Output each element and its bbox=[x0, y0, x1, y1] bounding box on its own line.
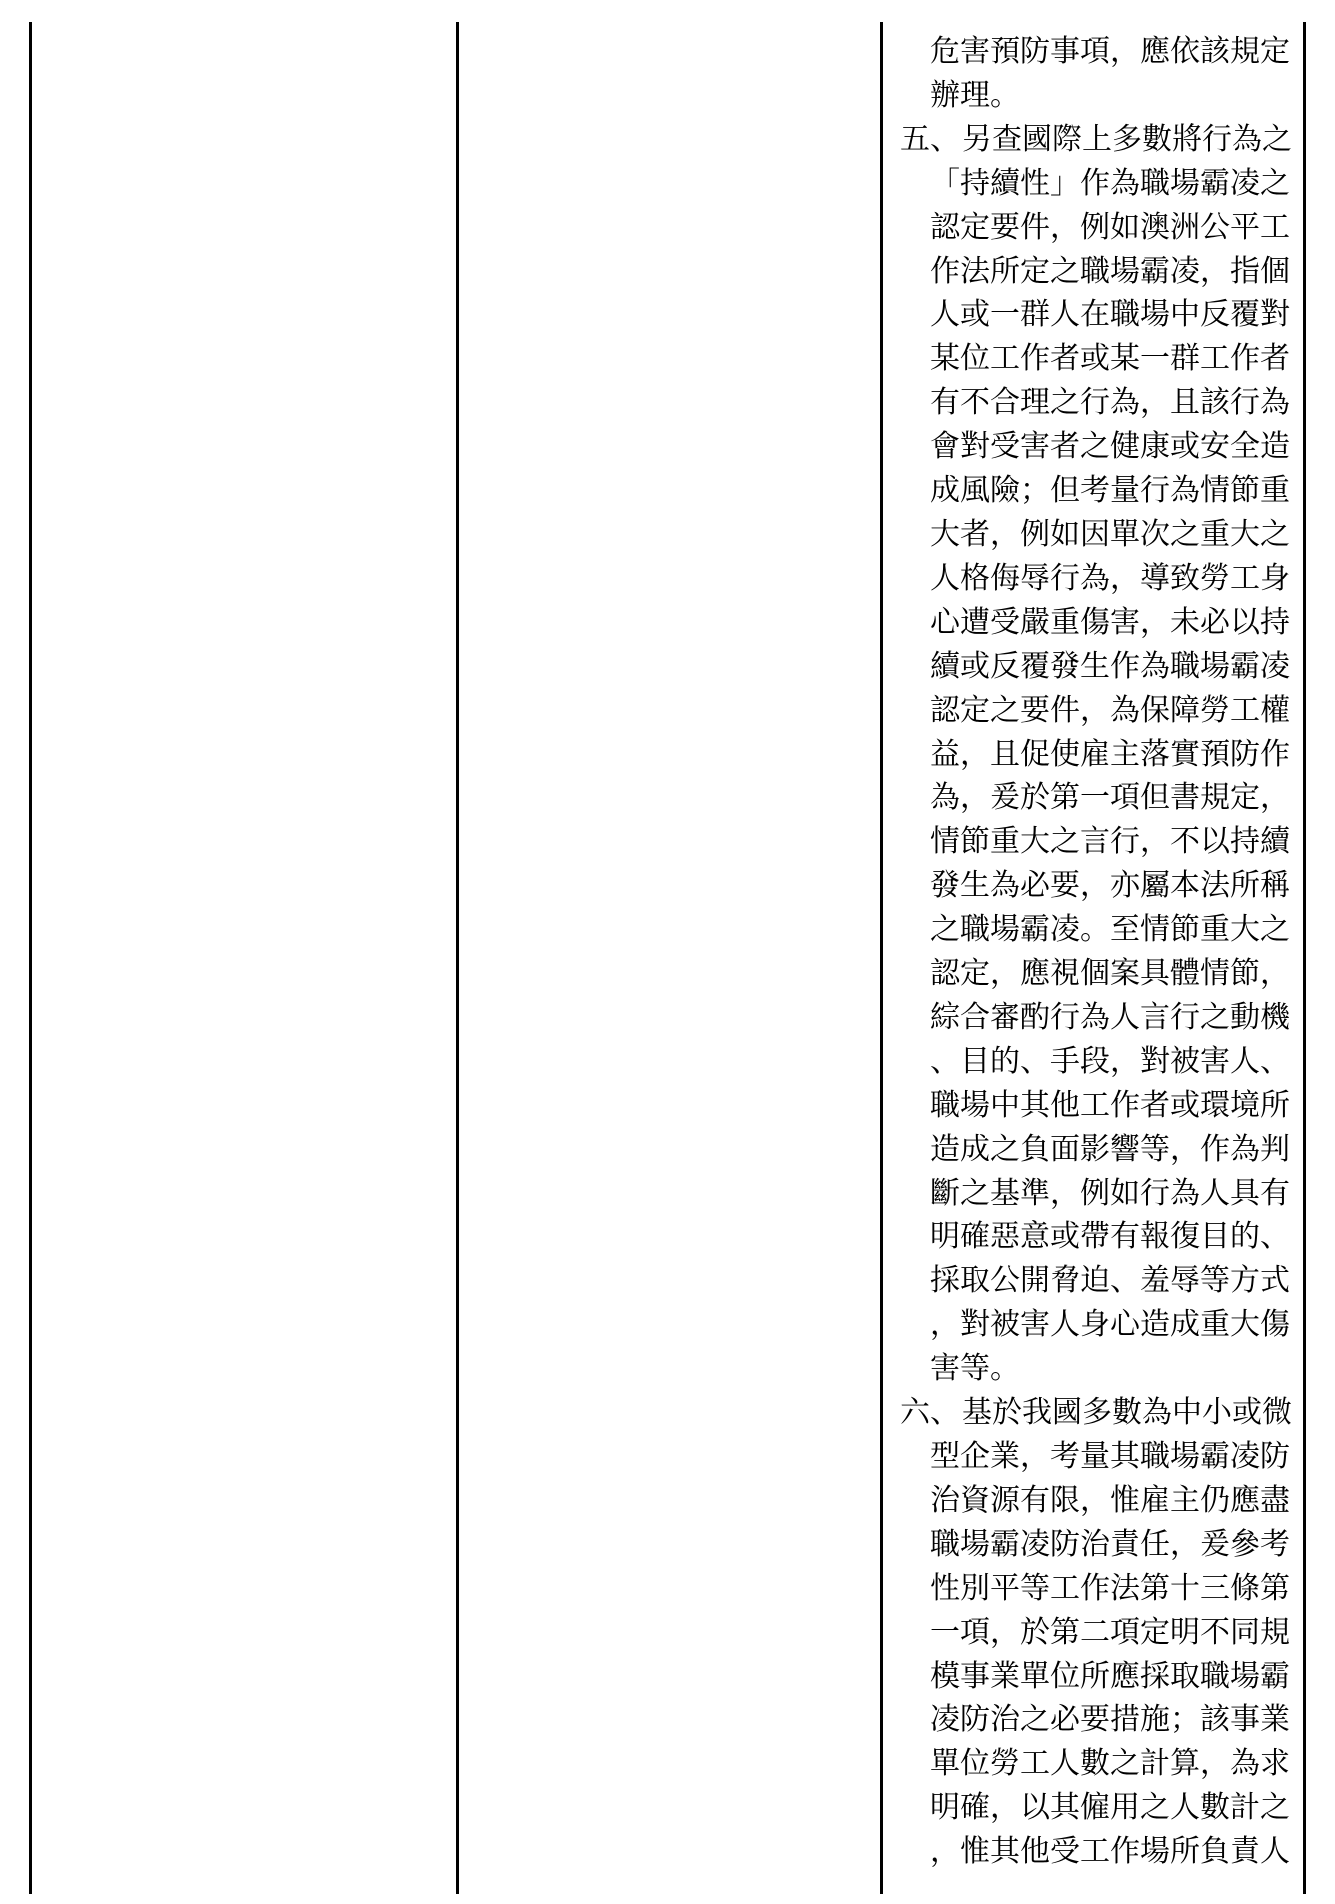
table-border-right bbox=[1303, 22, 1306, 1894]
item-text-line: 綜合審酌行為人言行之動機 bbox=[930, 999, 1290, 1035]
item-text-line: 認定之要件，為保障勞工權 bbox=[930, 692, 1290, 728]
item-text-line: 型企業，考量其職場霸凌防 bbox=[930, 1439, 1290, 1474]
item-text-line: 明確惡意或帶有報復目的、 bbox=[930, 1219, 1290, 1255]
continuation-line: 辦理。 bbox=[930, 77, 1020, 113]
table-column-right bbox=[883, 30, 1301, 1902]
continuation-paragraph bbox=[930, 30, 1300, 118]
item-text-line: 續或反覆發生作為職場霸凌 bbox=[930, 648, 1290, 684]
item-text-line: 之職場霸凌。至情節重大之 bbox=[930, 912, 1290, 948]
explanation-item bbox=[883, 1391, 1301, 1874]
item-text-line: 治資源有限，惟雇主仍應盡 bbox=[930, 1482, 1290, 1518]
item-text-line: 凌防治之必要措施；該事業 bbox=[930, 1702, 1290, 1738]
item-number: 六、 bbox=[900, 1395, 960, 1431]
item-text-line: 採取公開脅迫、羞辱等方式 bbox=[930, 1263, 1290, 1299]
item-text-line: 基於我國多數為中小或微 bbox=[962, 1395, 1292, 1431]
item-text-line: 有不合理之行為，且該行為 bbox=[930, 385, 1290, 421]
item-text-line: 職場霸凌防治責任，爰參考 bbox=[930, 1526, 1290, 1562]
item-text-line: 模事業單位所應採取職場霸 bbox=[930, 1658, 1290, 1694]
item-text-line: 斷之基準，例如行為人具有 bbox=[930, 1175, 1290, 1211]
item-text-line: 造成之負面影響等，作為判 bbox=[930, 1131, 1290, 1167]
table-column-middle bbox=[459, 22, 878, 1894]
explanation-item bbox=[883, 118, 1301, 1391]
item-text-line: 害等。 bbox=[930, 1351, 1020, 1387]
item-text-line: 為，爰於第一項但書規定， bbox=[930, 780, 1290, 816]
item-text-line: 性別平等工作法第十三條第 bbox=[930, 1570, 1290, 1606]
item-text-line: 另查國際上多數將行為之 bbox=[962, 121, 1292, 157]
item-text-line: 職場中其他工作者或環境所 bbox=[930, 1087, 1290, 1123]
item-text-line: ，對被害人身心造成重大傷 bbox=[930, 1307, 1290, 1343]
item-text-line: 某位工作者或某一群工作者 bbox=[930, 341, 1290, 377]
item-text-line: 單位勞工人數之計算，為求 bbox=[930, 1746, 1290, 1782]
item-text-line: 益，且促使雇主落實預防作 bbox=[930, 736, 1290, 772]
continuation-line: 危害預防事項，應依該規定 bbox=[930, 34, 1290, 69]
item-text-line: 心遭受嚴重傷害，未必以持 bbox=[930, 604, 1290, 640]
item-text-line: 情節重大之言行，不以持續 bbox=[930, 824, 1290, 860]
item-text-line: 發生為必要，亦屬本法所稱 bbox=[930, 868, 1290, 904]
item-text-line: 「持續性」作為職場霸凌之 bbox=[930, 165, 1290, 201]
item-text-line: 人或一群人在職場中反覆對 bbox=[930, 297, 1290, 333]
item-text-line: 一項，於第二項定明不同規 bbox=[930, 1614, 1290, 1650]
item-text-line: 、目的、手段，對被害人、 bbox=[930, 1043, 1290, 1079]
item-text-line: 明確，以其僱用之人數計之 bbox=[930, 1790, 1290, 1826]
item-number: 五、 bbox=[900, 121, 960, 157]
table-column-left bbox=[32, 22, 451, 1894]
item-text-line: 大者，例如因單次之重大之 bbox=[930, 516, 1290, 552]
item-text-line: ，惟其他受工作場所負責人 bbox=[930, 1834, 1290, 1870]
item-text-line: 人格侮辱行為，導致勞工身 bbox=[930, 560, 1290, 596]
item-text-line: 認定要件，例如澳洲公平工 bbox=[930, 209, 1290, 245]
item-text-line: 成風險；但考量行為情節重 bbox=[930, 473, 1290, 509]
item-text-line: 作法所定之職場霸凌，指個 bbox=[930, 253, 1290, 289]
item-text-line: 認定，應視個案具體情節， bbox=[930, 956, 1290, 992]
explanation-items bbox=[883, 118, 1301, 1874]
item-text-line: 會對受害者之健康或安全造 bbox=[930, 429, 1290, 465]
